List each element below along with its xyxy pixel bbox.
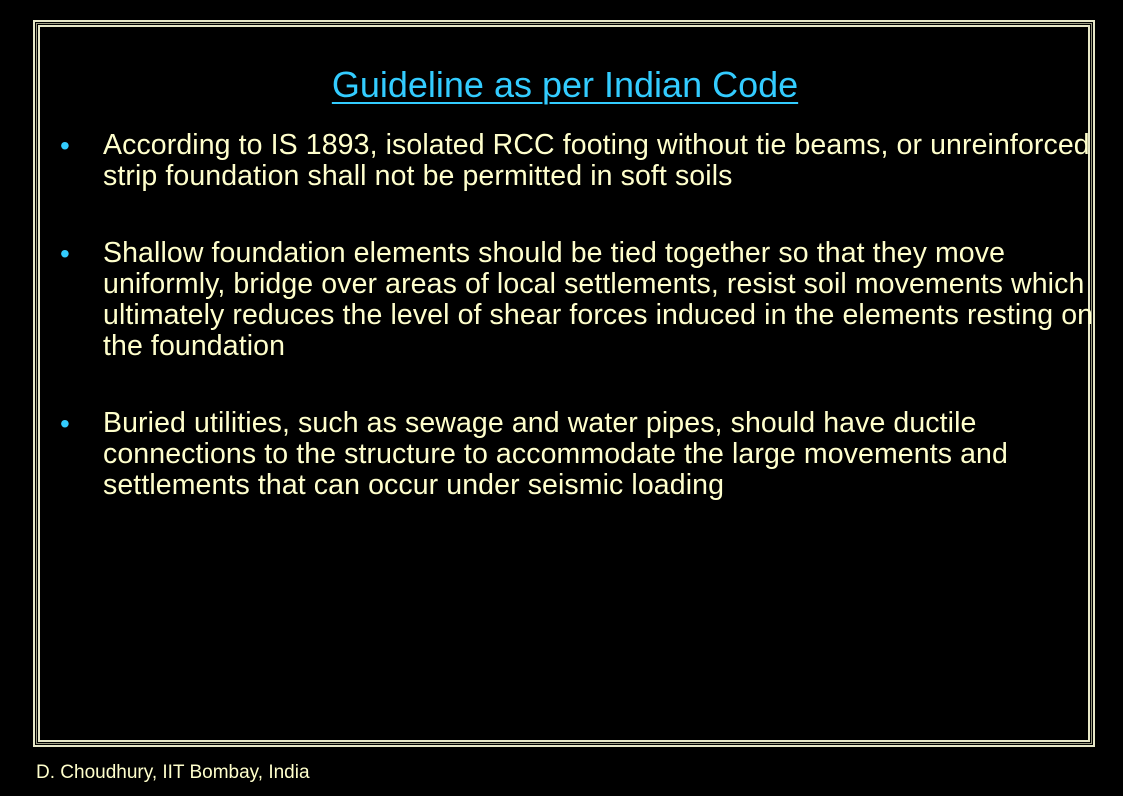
bullet-text: Buried utilities, such as sewage and water pipes, should have ductile connections to the structure to accommodate the large movements and settlements that can occur under seismic loading bbox=[103, 407, 1008, 501]
footer-credit: D. Choudhury, IIT Bombay, India bbox=[36, 762, 310, 783]
bullet-list bbox=[60, 130, 1100, 501]
bullet-marker-icon: • bbox=[60, 408, 70, 439]
bullet-marker-icon: • bbox=[60, 130, 70, 161]
bullet-item bbox=[60, 408, 1100, 501]
bullet-marker-icon: • bbox=[60, 238, 70, 269]
bullet-item bbox=[60, 238, 1100, 362]
bullet-text: Shallow foundation elements should be tied together so that they move uniformly, bridge over areas of local settlements, resist soil movements which ultimately reduces the level of shear forces induced in the elements resting on the foundation bbox=[103, 237, 1094, 362]
bullet-item bbox=[60, 130, 1100, 192]
slide-title: Guideline as per Indian Code bbox=[331, 64, 799, 105]
bullet-text: According to IS 1893, isolated RCC footing without tie beams, or unreinforced strip foundation shall not be permitted in soft soils bbox=[103, 129, 1090, 192]
